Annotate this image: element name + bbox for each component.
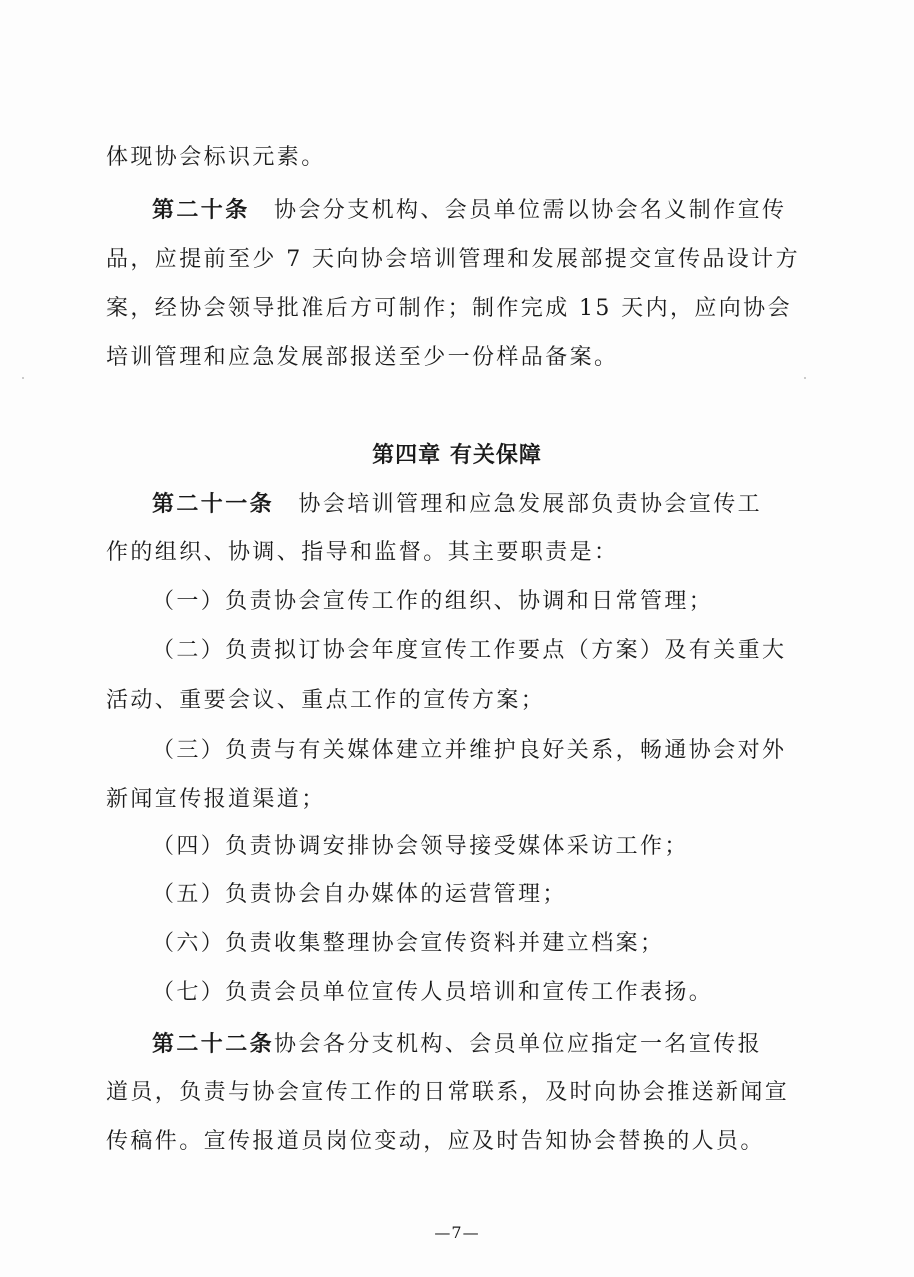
article-21-line: 第二十一条 协会培训管理和应急发展部负责协会宣传工 — [152, 491, 763, 517]
chapter-title: 第四章 有关保障 — [372, 442, 542, 468]
paragraph-line: 案，经协会领导批准后方可制作；制作完成 15 天内，应向协会 — [106, 296, 792, 321]
paragraph-line: 新闻宣传报道渠道； — [106, 787, 326, 812]
list-item: （六）负责收集整理协会宣传资料并建立档案； — [152, 931, 665, 956]
article-20-line: 第二十条 协会分支机构、会员单位需以协会名义制作宣传 — [152, 197, 787, 223]
list-item: （五）负责协会自办媒体的运营管理； — [152, 882, 567, 907]
page-number: —7— — [434, 1223, 480, 1242]
paragraph-line: 道员，负责与协会宣传工作的日常联系，及时向协会推送新闻宣 — [106, 1080, 790, 1105]
list-item: （三）负责与有关媒体建立并维护良好关系，畅通协会对外 — [152, 738, 787, 763]
scan-mark — [22, 377, 24, 379]
list-item: （二）负责拟订协会年度宣传工作要点（方案）及有关重大 — [152, 638, 787, 663]
paragraph-line: 品，应提前至少 7 天向协会培训管理和发展部提交宣传品设计方 — [106, 247, 800, 272]
paragraph-line: 传稿件。宣传报道员岗位变动，应及时告知协会替换的人员。 — [106, 1129, 765, 1154]
article-22-line: 第二十二条协会各分支机构、会员单位应指定一名宣传报 — [152, 1031, 763, 1057]
paragraph-line: 体现协会标识元素。 — [106, 145, 326, 170]
scan-mark — [804, 377, 806, 379]
paragraph-line: 活动、重要会议、重点工作的宣传方案； — [106, 688, 546, 713]
paragraph-line: 培训管理和应急发展部报送至少一份样品备案。 — [106, 345, 619, 370]
list-item: （四）负责协调安排协会领导接受媒体采访工作； — [152, 834, 689, 859]
list-item: （七）负责会员单位宣传人员培训和宣传工作表扬。 — [152, 980, 714, 1005]
paragraph-line: 作的组织、协调、指导和监督。其主要职责是： — [106, 540, 619, 565]
article-heading: 第二十二条 — [152, 1031, 275, 1057]
list-item: （一）负责协会宣传工作的组织、协调和日常管理； — [152, 589, 714, 614]
article-heading: 第二十条 — [152, 197, 250, 223]
article-heading: 第二十一条 — [152, 491, 275, 517]
